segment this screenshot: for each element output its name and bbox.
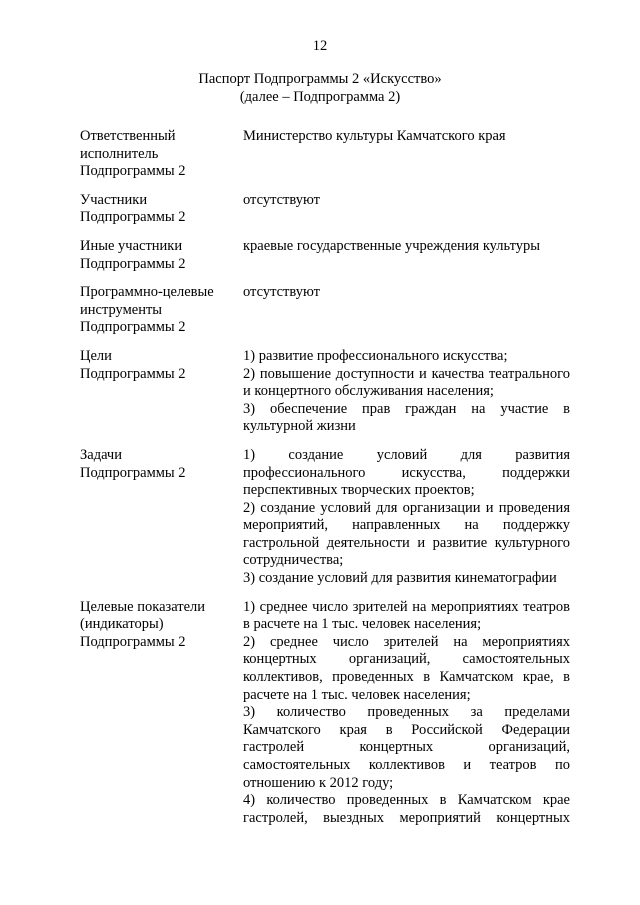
title-line-2: (далее – Подпрограмма 2) [239, 89, 401, 105]
row-label [80, 238, 243, 273]
row-label-line: исполнитель [80, 145, 159, 162]
passport-row-responsible [80, 128, 570, 181]
row-label-line: Участники [80, 191, 148, 208]
row-value [243, 348, 570, 436]
passport-row-other-participants [80, 238, 570, 273]
row-label [80, 284, 243, 337]
row-value-paragraph: 4) количество проведенных в Камчатском крае гастролей, выездных мероприятий концертных [243, 792, 570, 826]
row-value-paragraph: 1) среднее число зрителей на мероприятиях театров в расчете на 1 тыс. человек населения; [243, 598, 570, 633]
row-value-paragraph: отсутствуют [243, 191, 320, 208]
row-value [243, 238, 570, 256]
row-value-paragraph: 3) создание условий для развития кинематографии [243, 570, 557, 587]
row-label-line: Цели [80, 347, 112, 364]
row-value [243, 599, 570, 828]
row-label-line: инструменты [80, 301, 163, 318]
row-value [243, 284, 570, 302]
row-label [80, 447, 243, 482]
row-label [80, 128, 243, 181]
row-label-line: (индикаторы) [80, 616, 164, 633]
row-value-paragraph: 1) создание условий для развития профессионального искусства, поддержки перспективных творческих проектов; [243, 446, 570, 499]
passport-table [80, 128, 570, 827]
row-label-line: Подпрограммы 2 [80, 464, 186, 481]
passport-row-tasks [80, 447, 570, 588]
row-value-paragraph: краевые государственные учреждения культуры [243, 237, 540, 254]
row-label-line: Программно-целевые [80, 284, 214, 301]
row-value-paragraph: 2) повышение доступности и качества театрального и концертного обслуживания населения; [243, 365, 570, 400]
passport-row-indicators [80, 599, 570, 828]
document-title [0, 70, 640, 106]
row-value-paragraph: отсутствуют [243, 284, 320, 301]
row-label-line: Целевые показатели [80, 598, 206, 615]
row-label-line: Подпрограммы 2 [80, 255, 186, 272]
row-value-paragraph: 3) количество проведенных за пределами Камчатского края в Российской Федерации гастролей концертных организаций, самостоятельных коллективов и театров по отношению к 2012 году; [243, 704, 570, 791]
row-label [80, 599, 243, 652]
row-value [243, 128, 570, 146]
row-value-paragraph: 3) обеспечение прав граждан на участие в культурной жизни [243, 400, 570, 435]
passport-row-goals [80, 348, 570, 436]
row-label-line: Подпрограммы 2 [80, 209, 186, 226]
row-label-line: Иные участники [80, 237, 183, 254]
row-value-paragraph: 2) создание условий для организации и проведения мероприятий, направленных на поддержку гастрольной деятельности и развитие культурного сотрудничества; [243, 499, 570, 569]
row-value [243, 192, 570, 210]
row-value-paragraph: Министерство культуры Камчатского края [243, 128, 506, 144]
page-number: 12 [312, 38, 328, 54]
row-value [243, 447, 570, 588]
passport-row-participants [80, 192, 570, 227]
passport-row-instruments [80, 284, 570, 337]
row-label [80, 348, 243, 383]
title-line-1: Паспорт Подпрограммы 2 «Искусство» [198, 71, 442, 87]
row-label-line: Подпрограммы 2 [80, 163, 186, 180]
row-value-paragraph: 1) развитие профессионального искусства; [243, 347, 508, 364]
row-label-line: Подпрограммы 2 [80, 633, 186, 650]
row-label-line: Подпрограммы 2 [80, 319, 186, 336]
row-label [80, 192, 243, 227]
row-label-line: Ответственный [80, 128, 176, 144]
row-label-line: Подпрограммы 2 [80, 365, 186, 382]
row-label-line: Задачи [80, 446, 122, 463]
row-value-paragraph: 2) среднее число зрителей на мероприятиях концертных организаций, самостоятельных коллективов, проведенных в Камчатском крае, в расчете на 1 тыс. человек населения; [243, 633, 570, 703]
